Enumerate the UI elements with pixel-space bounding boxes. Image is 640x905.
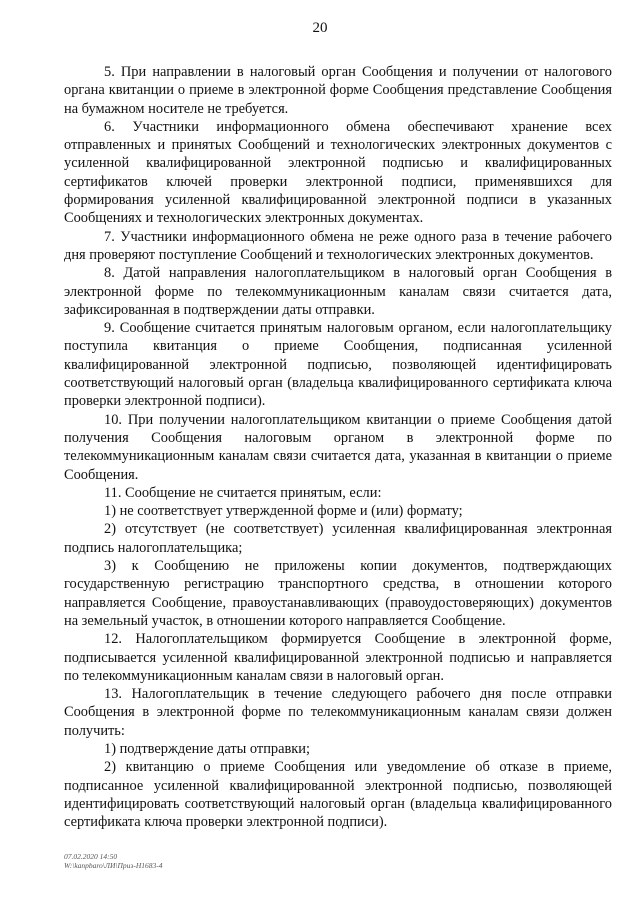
- paragraph-9: 9. Сообщение считается принятым налоговым органом, если налогоплательщику поступила квитанция о приеме Сообщения, подписанная усиленной квалифицированной электронной подписью, позволяющей идентифицировать соответствующий налоговый орган (владельца квалифицированного сертификата ключа проверки электронной подписи).: [64, 320, 612, 410]
- paragraph-11-item-3: 3) к Сообщению не приложены копии документов, подтверждающих государственную регистрацию транспортного средства, в отношении которого направляется Сообщение, правоустанавливающих (правоудостоверяющих) документов на земельный участок, в отношении которого направляется Сообщение.: [64, 558, 612, 629]
- page-number: 20: [312, 20, 328, 36]
- footer-timestamp: 07.02.2020 14:50: [64, 852, 118, 861]
- paragraph-10: 10. При получении налогоплательщиком квитанции о приеме Сообщения датой получения Сообщения налоговым органом в электронной форме по телекоммуникационным каналам связи считается дата, указанная в квитанции о приеме Сообщения.: [64, 411, 612, 483]
- paragraph-13-item-2: 2) квитанцию о приеме Сообщения или уведомление об отказе в приеме, подписанное усиленной квалифицированной электронной подписью, позволяющей идентифицировать соответствующий налоговый орган (владельца квалифицированного сертификата ключа проверки электронной подписи).: [64, 759, 612, 831]
- paragraph-6: 6. Участники информационного обмена обеспечивают хранение всех отправленных и принятых Сообщений и технологических электронных документов с усиленной квалифицированной электронной подписью и квалифицированных сертификатов ключей проверки электронной подписи, применявшихся для формирования усиленной квалифицированной электронной подписи в указанных Сообщениях и технологических электронных документах.: [64, 118, 612, 227]
- paragraph-5: 5. При направлении в налоговый орган Сообщения и получении от налогового органа квитанции о приеме в электронной форме Сообщения представление Сообщения на бумажном носителе не требуется.: [64, 64, 612, 117]
- paragraph-12: 12. Налогоплательщиком формируется Сообщение в электронной форме, подписывается усиленной квалифицированной электронной подписью и направляется по телекоммуникационным каналам связи в налоговый орган.: [64, 631, 612, 684]
- paragraph-13-item-1: 1) подтверждение даты отправки;: [104, 740, 310, 757]
- paragraph-8: 8. Датой направления налогоплательщиком в налоговый орган Сообщения в электронной форме по телекоммуникационным каналам связи считается дата, зафиксированная в подтверждении даты отправки.: [64, 265, 612, 318]
- paragraph-13: 13. Налогоплательщик в течение следующего рабочего дня после отправки Сообщения в электронной форме по телекоммуникационным каналам связи должен получить:: [64, 686, 612, 739]
- footer-file-path: W:\kanpbaro\ЛИ\Приз-Н1683-4: [64, 861, 163, 870]
- paragraph-11-item-2: 2) отсутствует (не соответствует) усиленная квалифицированная электронная подпись налогоплательщика;: [64, 521, 612, 556]
- paragraph-11-item-1: 1) не соответствует утвержденной форме и (или) формату;: [104, 503, 463, 520]
- paragraph-7: 7. Участники информационного обмена не реже одного раза в течение рабочего дня проверяют поступление Сообщений и технологических электронных документов.: [64, 228, 612, 263]
- document-body: [64, 63, 612, 831]
- paragraph-11: 11. Сообщение не считается принятым, если:: [104, 484, 382, 501]
- footer-stamp: [64, 852, 162, 870]
